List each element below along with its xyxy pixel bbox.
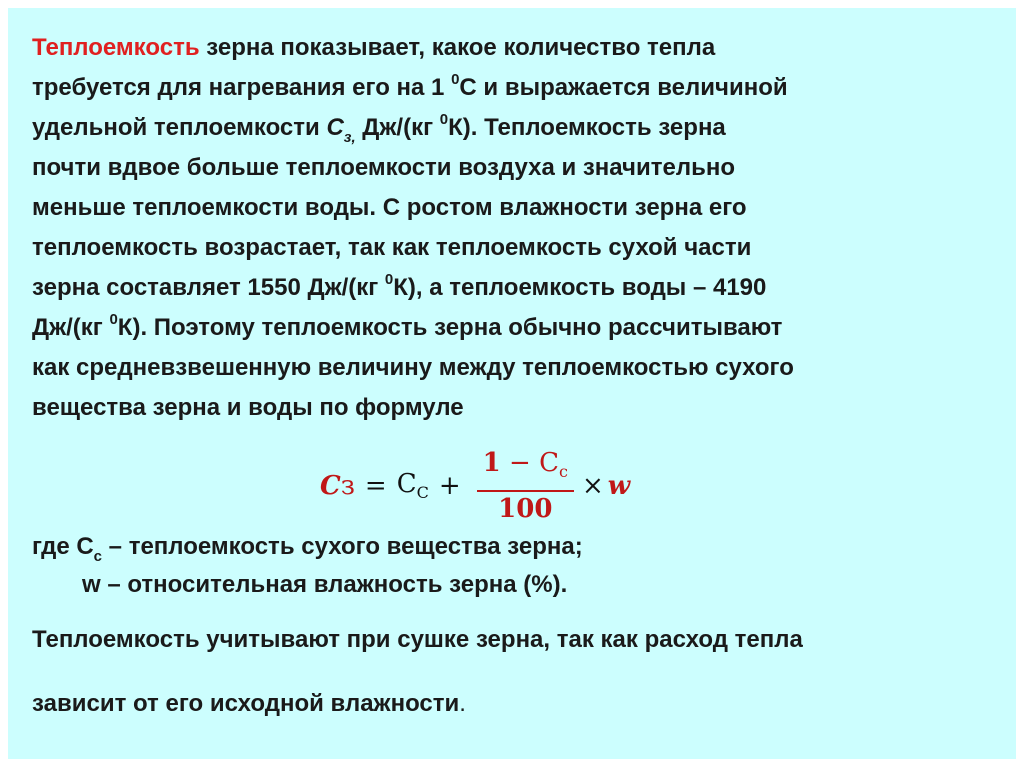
- formula-lhs-symbol: С: [320, 471, 341, 501]
- text-fragment: К), а теплоемкость воды – 4190: [393, 274, 767, 301]
- numerator-one: 1: [482, 448, 501, 479]
- text-fragment: зависит от его исходной влажности: [32, 690, 460, 717]
- formula: [320, 448, 630, 524]
- formula-cc-subscript: С: [416, 483, 429, 503]
- text-fragment: зерна показывает, какое количество тепла: [199, 34, 716, 61]
- formula-cc-symbol: С: [396, 469, 417, 500]
- degree-superscript: 0: [439, 111, 449, 128]
- term-highlight: Теплоемкость: [32, 34, 200, 61]
- slide: [8, 8, 1016, 759]
- numerator-c-subscript: с: [558, 462, 568, 482]
- text-fragment: .: [459, 690, 466, 717]
- text-line: [32, 108, 1002, 148]
- text-fragment: – теплоемкость сухого вещества зерна;: [102, 533, 583, 560]
- definition-w: w – относительная влажность зерна (%).: [82, 571, 568, 598]
- symbol: С: [326, 114, 344, 141]
- text-fragment: требуется для нагревания его на 1: [32, 74, 452, 101]
- degree-superscript: 0: [384, 271, 394, 288]
- text-line: [32, 308, 1002, 348]
- text-fragment: зерна составляет 1550 Дж/(кг: [32, 274, 385, 301]
- formula-plus: +: [438, 471, 461, 501]
- text-line: [32, 68, 1002, 108]
- fraction-denominator: [492, 492, 558, 526]
- text-fragment: Дж/(кг: [355, 114, 440, 141]
- text-line: как средневзвешенную величину между теплоемкостью сухого: [32, 354, 794, 381]
- fraction-numerator: [477, 446, 574, 489]
- degree-superscript: 0: [451, 71, 460, 88]
- main-paragraph: [32, 28, 1002, 428]
- text-line: теплоемкость возрастает, так как теплоемкость сухой части: [32, 234, 752, 261]
- formula-w: w: [607, 471, 631, 501]
- text-fragment: К). Теплоемкость зерна: [448, 114, 726, 141]
- text-fragment: С и выражается величиной: [459, 74, 788, 101]
- text-line: вещества зерна и воды по формуле: [32, 394, 464, 421]
- definitions: [32, 528, 583, 604]
- degree-superscript: 0: [109, 311, 118, 328]
- text-line: меньше теплоемкости воды. С ростом влажности зерна его: [32, 194, 747, 221]
- text-fragment: Дж/(кг: [32, 314, 110, 341]
- text-line: [32, 28, 1002, 68]
- text-line: [32, 268, 1002, 308]
- numerator-minus: −: [500, 448, 540, 479]
- symbol-subscript: с: [93, 547, 103, 565]
- final-paragraph: [32, 620, 1012, 724]
- text-fragment: где С: [32, 533, 94, 560]
- formula-times: ×: [581, 471, 604, 501]
- text-line: Теплоемкость учитывают при сушке зерна, так как расход тепла: [32, 626, 803, 653]
- symbol-subscript: з,: [343, 128, 356, 146]
- text-line: почти вдвое больше теплоемкости воздуха и значительно: [32, 154, 735, 181]
- text-fragment: удельной теплоемкости: [32, 114, 327, 141]
- text-fragment: К). Поэтому теплоемкость зерна обычно рассчитывают: [117, 314, 783, 341]
- definition-cc: [32, 528, 583, 566]
- denominator-value: 100: [498, 493, 553, 524]
- formula-cc: [397, 469, 429, 502]
- formula-lhs-subscript: з: [340, 471, 355, 501]
- text-line: [32, 684, 1012, 724]
- numerator-c: С: [539, 448, 559, 479]
- formula-fraction: [477, 446, 574, 525]
- formula-equals: =: [364, 471, 387, 501]
